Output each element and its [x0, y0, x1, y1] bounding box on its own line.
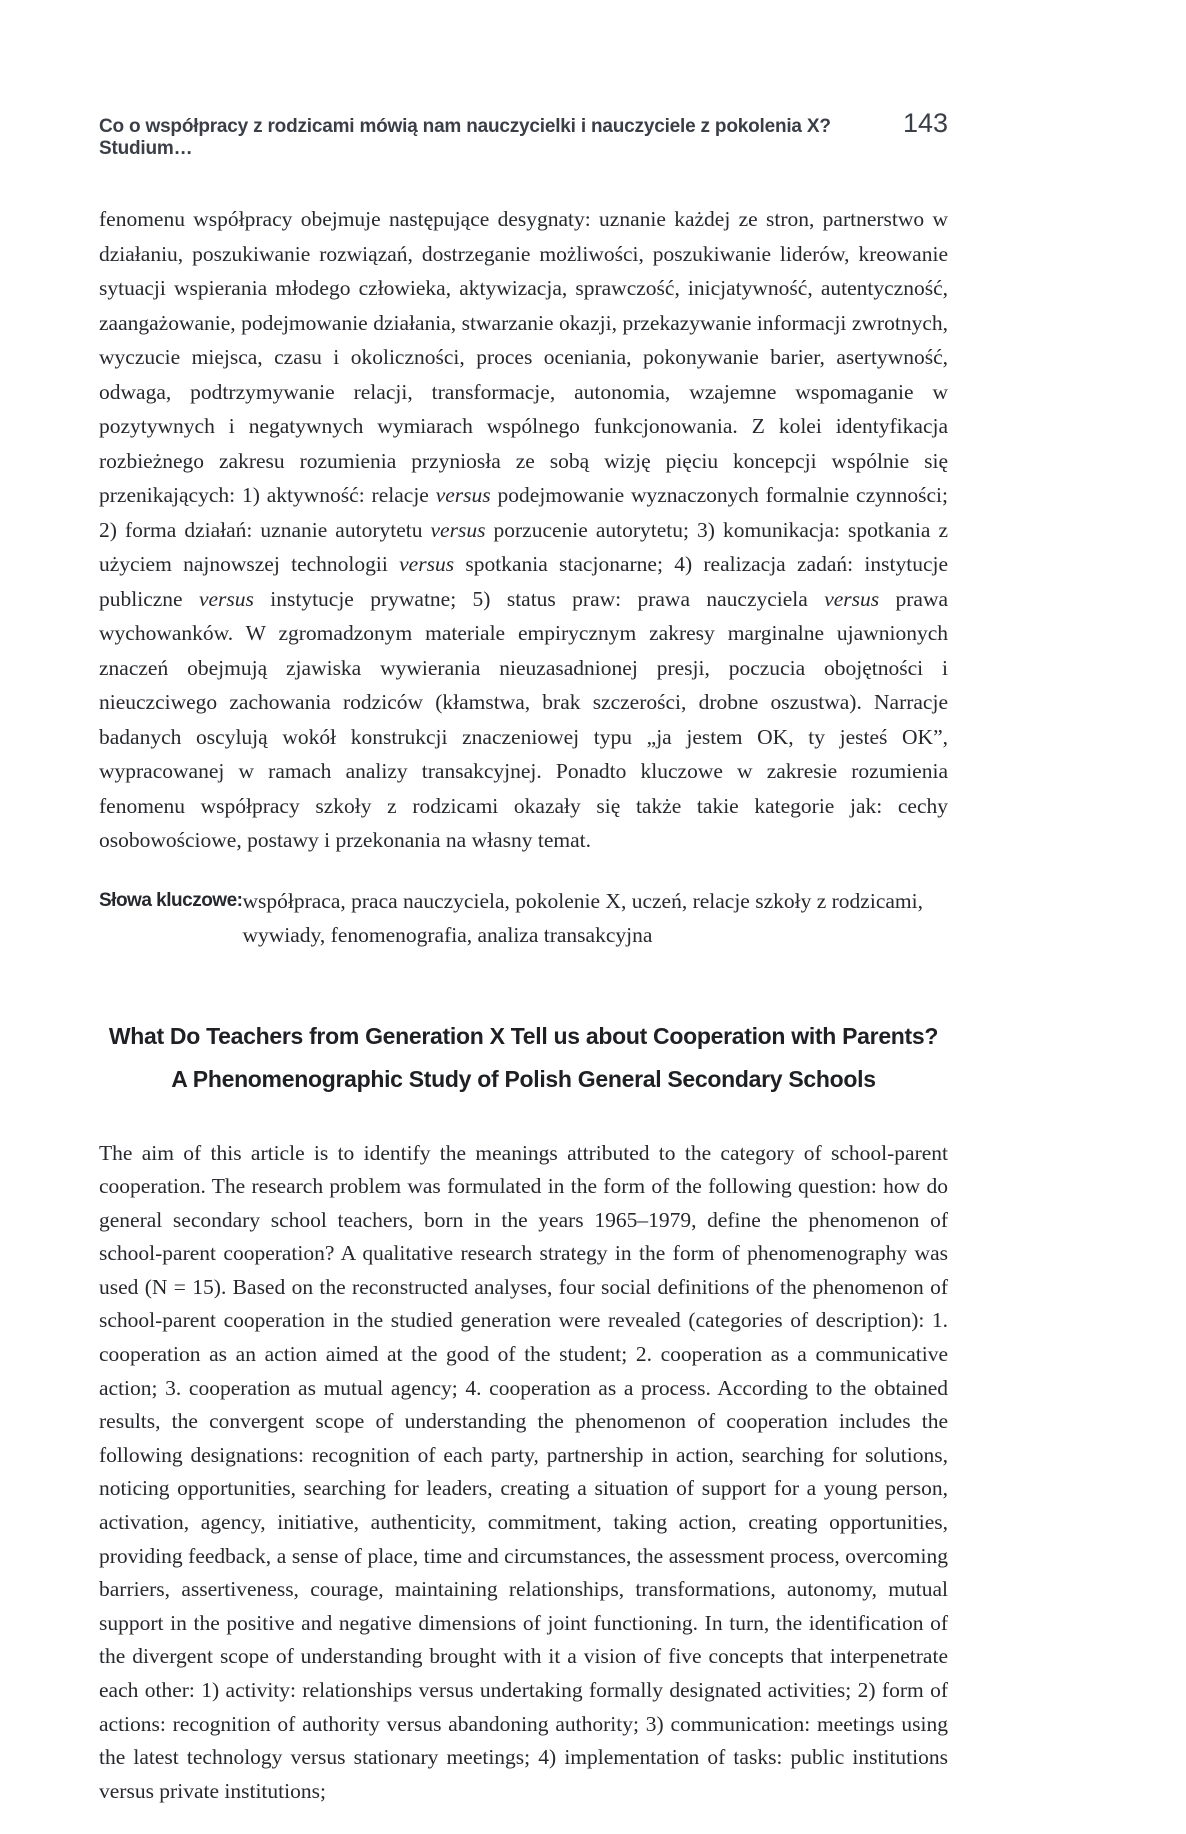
english-title-line2: A Phenomenographic Study of Polish General Secondary Schools — [171, 1065, 876, 1092]
page-number: 143 — [902, 108, 948, 138]
keywords-value: współpraca, praca nauczyciela, pokolenie X, uczeń, relacje szkoły z rodzicami, wywiady, fenomenografia, analiza transakcyjna — [242, 888, 923, 947]
running-header — [99, 108, 948, 160]
english-title-line1: What Do Teachers from Generation X Tell us about Cooperation with Parents? — [108, 1022, 939, 1049]
running-header-title: Co o współpracy z rodzicami mówią nam nauczycielki i nauczyciele z pokolenia X? Studium… — [99, 116, 831, 159]
english-title — [99, 1015, 948, 1101]
keywords-block — [99, 884, 948, 953]
keywords-label: Słowa kluczowe: — [99, 889, 243, 911]
polish-abstract-paragraph: fenomenu współpracy obejmuje następujące desygnaty: uznanie każdej ze stron, partnerstwo w działaniu, poszukiwanie rozwiązań, dostrzeganie możliwości, poszukiwanie liderów, kreowanie sytuacji wspierania młodego człowieka, aktywizacja, sprawczość, inicjatywność, autentyczność, zaangażowanie, podejmowanie działania, stwarzanie okazji, przekazywanie informacji zwrotnych, wyczucie miejsca, czasu i okoliczności, proces oceniania, pokonywanie barier, asertywność, odwaga, podtrzymywanie relacji, transformacje, autonomia, wzajemne wspomaganie w pozytywnych i negatywnych wymiarach wspólnego funkcjonowania. Z kolei identyfikacja rozbieżnego zakresu rozumienia przyniosła ze sobą wizję pięciu koncepcji wspólnie się przenikających: 1) aktywność: relacje versus podejmowanie wyznaczonych formalnie czynności; 2) forma działań: uznanie autorytetu versus porzucenie autorytetu; 3) komunikacja: spotkania z użyciem najnowszej technologii versus spotkania stacjonarne; 4) realizacja zadań: instytucje publiczne versus instytucje prywatne; 5) status praw: prawa nauczyciela versus prawa wychowanków. W zgromadzonym materiale empirycznym zakresy marginalne ujawnionych znaczeń obejmują zjawiska wywierania nieuzasadnionej presji, poczucia obojętności i nieuczciwego zachowania rodziców (kłamstwa, brak szczerości, drobne oszustwa). Narracje badanych oscylują wokół konstrukcji znaczeniowej typu „ja jestem OK, ty jesteś OK”, wypracowanej w ramach analizy transakcyjnej. Ponadto kluczowe w zakresie rozumienia fenomenu współpracy szkoły z rodzicami okazały się także takie kategorie jak: cechy osobowościowe, postawy i przekonania na własny temat. — [99, 207, 949, 852]
english-abstract-paragraph: The aim of this article is to identify the meanings attributed to the category of school-parent cooperation. The research problem was formulated in the form of the following question: how do general secondary school teachers, born in the years 1965–1979, define the phenomenon of school-parent cooperation? A qualitative research strategy in the form of phenomenography was used (N = 15). Based on the reconstructed analyses, four social definitions of the phenomenon of school-parent cooperation in the studied generation were revealed (categories of description): 1. cooperation as an action aimed at the good of the student; 2. cooperation as a communicative action; 3. cooperation as mutual agency; 4. cooperation as a process. According to the obtained results, the convergent scope of understanding the phenomenon of cooperation includes the following designations: recognition of each party, partnership in action, searching for solutions, noticing opportunities, searching for leaders, creating a situation of support for a young person, activation, agency, initiative, authenticity, commitment, taking action, creating opportunities, providing feedback, a sense of place, time and circumstances, the assessment process, overcoming barriers, assertiveness, courage, maintaining relationships, transformations, autonomy, mutual support in the positive and negative dimensions of joint functioning. In turn, the identification of the divergent scope of understanding brought with it a vision of five concepts that interpenetrate each other: 1) activity: relationships versus undertaking formally designated activities; 2) form of actions: recognition of authority versus abandoning authority; 3) communication: meetings using the latest technology versus stationary meetings; 4) implementation of tasks: public institutions versus private institutions; — [99, 1140, 948, 1803]
